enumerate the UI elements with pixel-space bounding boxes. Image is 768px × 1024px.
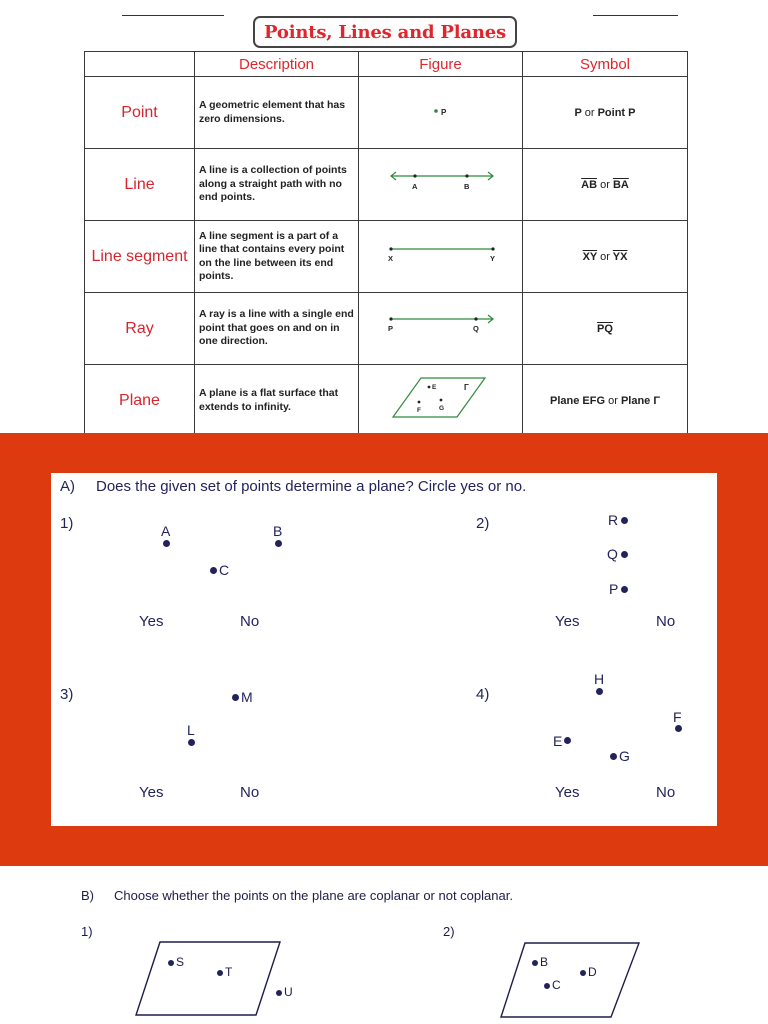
- b2-point-c: [544, 983, 550, 989]
- a4-point-g: [610, 753, 617, 760]
- table-row: [85, 293, 688, 365]
- plane-point-f: [418, 401, 421, 404]
- line-point-a: [413, 174, 416, 177]
- reference-table: [84, 51, 688, 437]
- term-ray: Ray: [85, 293, 195, 365]
- line-label-b: B: [464, 182, 470, 191]
- a3-label-l: L: [187, 722, 195, 738]
- symbol-point-main: P: [574, 106, 582, 119]
- plane-point-e: [428, 386, 431, 389]
- a1-label-a: A: [161, 523, 171, 539]
- segment-label-x: X: [388, 254, 394, 263]
- ray-label-p: P: [388, 324, 394, 333]
- b1-label-u: U: [284, 985, 293, 999]
- line-point-b: [465, 174, 468, 177]
- b2-plane: [498, 940, 643, 1020]
- segment-point-x: [389, 247, 392, 250]
- segment-figure: [359, 221, 523, 287]
- symbol-ray: [523, 293, 688, 365]
- plane-label-f: F: [417, 407, 421, 414]
- ray-point-p: [389, 317, 392, 320]
- segment-label-y: Y: [490, 254, 496, 263]
- b2-label-b: B: [540, 955, 549, 969]
- b1-point-t: [217, 970, 223, 976]
- header-rule-left: [122, 15, 224, 16]
- b2-point-d: [580, 970, 586, 976]
- a4-point-f: [675, 725, 682, 732]
- desc-plane: A plane is a flat surface that extends to infinity.: [195, 365, 359, 437]
- symbol-plane: [523, 365, 688, 437]
- point-figure: [359, 77, 523, 143]
- line-label-a: A: [412, 182, 418, 191]
- a4-no[interactable]: No: [656, 784, 676, 801]
- header-description: Description: [195, 52, 359, 77]
- a2-label-r: R: [608, 512, 619, 528]
- desc-point: A geometric element that has zero dimensions.: [195, 77, 359, 149]
- a1-point-c: [210, 567, 217, 574]
- symbol-plane-alt: Plane Γ: [620, 394, 660, 407]
- symbol-point-alt: Point P: [597, 106, 636, 119]
- a1-point-b: [275, 540, 282, 547]
- symbol-segment-alt: $\overline{YX}$: [612, 250, 628, 263]
- symbol-segment-or: or: [600, 250, 610, 263]
- term-line: Line: [85, 149, 195, 221]
- figure-plane: [359, 365, 523, 437]
- section-a-worksheet: [51, 473, 717, 826]
- b2-point-b: [532, 960, 538, 966]
- problem-a1-number: 1): [60, 515, 74, 532]
- term-line-segment: Line segment: [85, 221, 195, 293]
- problem-a3-number: 3): [60, 686, 74, 703]
- a3-point-l: [188, 739, 195, 746]
- symbol-plane-or: or: [608, 394, 618, 407]
- a2-label-p: P: [609, 581, 619, 597]
- section-a-question: Does the given set of points determine a plane? Circle yes or no.: [96, 478, 527, 495]
- b1-label-t: T: [225, 965, 233, 979]
- b1-point-u: [276, 990, 282, 996]
- symbol-point-or: or: [584, 106, 595, 119]
- a1-label-c: C: [219, 562, 230, 578]
- a3-point-m: [232, 694, 239, 701]
- b2-label-c: C: [552, 978, 561, 992]
- title-banner: [253, 16, 517, 48]
- a1-no[interactable]: No: [240, 613, 260, 630]
- plane-label-e: E: [432, 384, 437, 391]
- header-blank: [85, 52, 195, 77]
- section-b-letter: B): [81, 888, 94, 903]
- problem-a4-number: 4): [476, 686, 490, 703]
- symbol-segment-main: $\overline{XY}$: [582, 250, 598, 263]
- point-label: P: [441, 108, 447, 117]
- desc-ray: A ray is a line with a single end point that goes on and on in one direction.: [195, 293, 359, 365]
- symbol-line-segment: [523, 221, 688, 293]
- ray-point-q: [474, 317, 477, 320]
- problem-b2-number: 2): [443, 924, 455, 939]
- header-rule-right: [593, 15, 678, 16]
- symbol-line-main: $\overline{AB}$: [581, 178, 598, 191]
- a1-point-a: [163, 540, 170, 547]
- table-row: [85, 77, 688, 149]
- figure-line: [359, 149, 523, 221]
- problem-a2-number: 2): [476, 515, 490, 532]
- a3-label-m: M: [241, 689, 253, 705]
- b1-parallelogram: [136, 942, 280, 1015]
- desc-line: A line is a collection of points along a straight path with no end points.: [195, 149, 359, 221]
- section-a-letter: A): [60, 478, 75, 495]
- a4-point-h: [596, 688, 603, 695]
- line-figure: [359, 149, 523, 215]
- a3-yes[interactable]: Yes: [139, 784, 164, 801]
- symbol-line: [523, 149, 688, 221]
- table-header-row: [85, 52, 688, 77]
- a2-point-p: [621, 586, 628, 593]
- symbol-plane-main: Plane EFG: [550, 394, 606, 407]
- a2-no[interactable]: No: [656, 613, 676, 630]
- section-b-question: Choose whether the points on the plane are coplanar or not coplanar.: [114, 888, 513, 903]
- a2-point-r: [621, 517, 628, 524]
- symbol-ray-main: $\overline{PQ}$: [597, 322, 613, 335]
- table-row: [85, 221, 688, 293]
- term-plane: Plane: [85, 365, 195, 437]
- a4-label-f: F: [673, 709, 682, 725]
- symbol-point: [523, 77, 688, 149]
- a4-yes[interactable]: Yes: [555, 784, 580, 801]
- a1-label-b: B: [273, 523, 283, 539]
- page-title: Points, Lines and Planes: [264, 21, 506, 43]
- a1-yes[interactable]: Yes: [139, 613, 164, 630]
- segment-point-y: [491, 247, 494, 250]
- a4-label-h: H: [594, 671, 605, 687]
- b1-point-s: [168, 960, 174, 966]
- plane-point-g: [440, 399, 443, 402]
- b2-label-d: D: [588, 965, 597, 979]
- a3-no[interactable]: No: [240, 784, 260, 801]
- figure-point: [359, 77, 523, 149]
- a2-point-q: [621, 551, 628, 558]
- figure-ray: [359, 293, 523, 365]
- ray-label-q: Q: [473, 324, 479, 333]
- table-row: [85, 365, 688, 437]
- a2-yes[interactable]: Yes: [555, 613, 580, 630]
- desc-line-segment: A line segment is a part of a line that contains every point on the line between its end points.: [195, 221, 359, 293]
- a4-point-e: [564, 737, 571, 744]
- point-dot: [434, 109, 438, 113]
- table-row: [85, 149, 688, 221]
- a4-label-g: G: [619, 748, 630, 764]
- b2-parallelogram: [501, 943, 639, 1017]
- symbol-line-alt: $\overline{BA}$: [612, 178, 629, 191]
- b1-label-s: S: [176, 955, 185, 969]
- problem-b1-number: 1): [81, 924, 93, 939]
- plane-label-g: G: [439, 405, 445, 412]
- figure-line-segment: [359, 221, 523, 293]
- header-symbol: Symbol: [523, 52, 688, 77]
- term-point: Point: [85, 77, 195, 149]
- ray-figure: [359, 293, 523, 359]
- a4-label-e: E: [553, 733, 563, 749]
- header-figure: Figure: [359, 52, 523, 77]
- b1-plane: [130, 938, 290, 1018]
- plane-figure: [359, 365, 523, 431]
- symbol-line-or: or: [600, 178, 610, 191]
- plane-label-gamma: Γ: [464, 383, 469, 392]
- a2-label-q: Q: [607, 546, 618, 562]
